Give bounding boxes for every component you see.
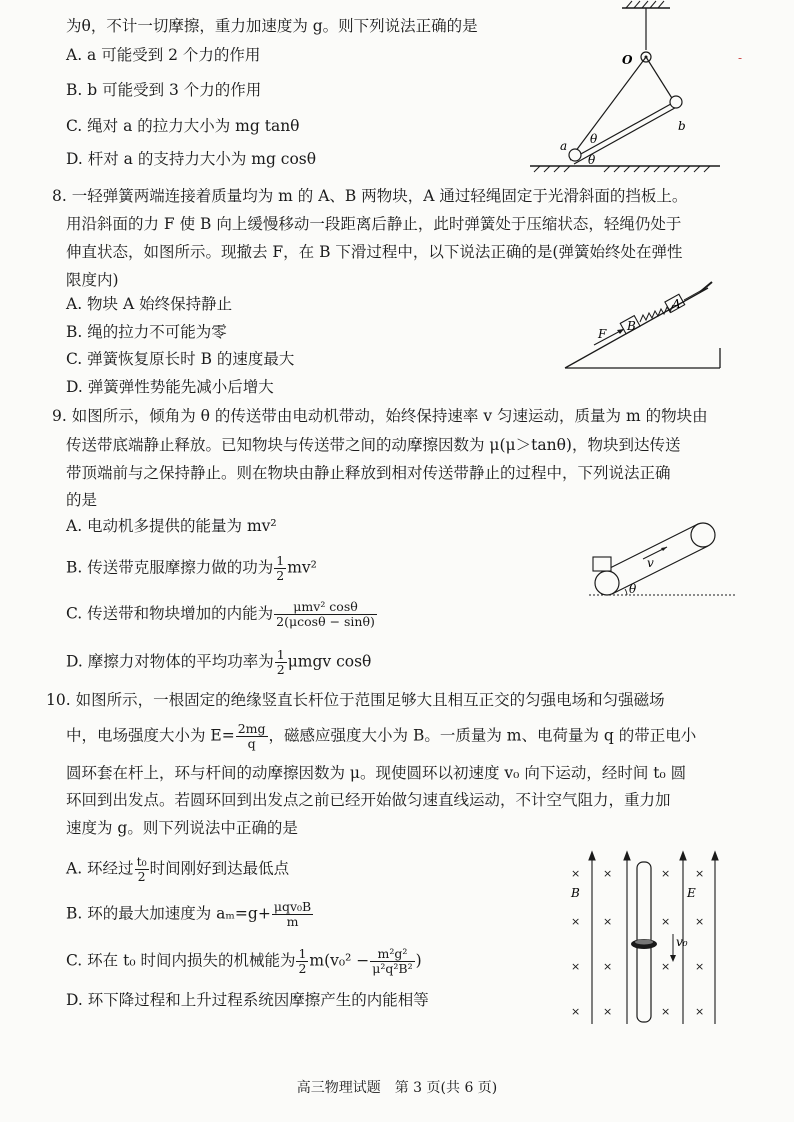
q10-option-b-fraction bbox=[272, 900, 313, 929]
q10-option-c-suffix: ) bbox=[415, 951, 422, 970]
svg-text:×: × bbox=[661, 1005, 671, 1018]
q8-option-d: D. 弹簧弹性势能先减小后增大 bbox=[66, 378, 274, 396]
q9-option-c-prefix: C. 传送带和物块增加的内能为 bbox=[66, 604, 274, 623]
q10-line-2-num: 2mg bbox=[237, 721, 266, 736]
q10-option-c-prefix: C. 环在 t₀ 时间内损失的机械能为 bbox=[66, 951, 296, 970]
svg-text:×: × bbox=[661, 867, 671, 880]
q9-option-c bbox=[66, 600, 378, 629]
q9-figure bbox=[585, 515, 745, 605]
q10-line-1: 10. 如图所示，一根固定的绝缘竖直长杆位于范围足够大且相互正交的匀强电场和匀强磁场 bbox=[46, 691, 665, 709]
q7-option-c: C. 绳对 a 的拉力大小为 mg tanθ bbox=[66, 117, 300, 135]
svg-text:×: × bbox=[661, 915, 671, 928]
svg-text:×: × bbox=[571, 915, 581, 928]
q10-line-2-fraction bbox=[236, 722, 268, 751]
q9-option-d-den: 2 bbox=[276, 662, 285, 677]
q8-line-2: 用沿斜面的力 F 使 B 向上缓慢移动一段距离后静止，此时弹簧处于压缩状态，轻绳仍处于 bbox=[66, 215, 682, 233]
q9-option-c-num: μmv² cosθ bbox=[274, 600, 377, 615]
q7-option-a: A. a 可能受到 2 个力的作用 bbox=[66, 46, 261, 64]
svg-text:×: × bbox=[695, 867, 705, 880]
q10-figure bbox=[555, 848, 735, 1028]
q10-line-4: 环回到出发点。若圆环回到出发点之前已经开始做匀速直线运动，不计空气阻力，重力加 bbox=[66, 791, 671, 809]
q10-line-2-prefix: 中，电场强度大小为 E= bbox=[66, 726, 235, 745]
q10-option-c-mid: m(v₀² − bbox=[309, 951, 370, 970]
q8-option-b: B. 绳的拉力不可能为零 bbox=[66, 323, 227, 341]
q10-option-b-num: μqv₀B bbox=[273, 899, 312, 914]
svg-text:×: × bbox=[603, 1005, 613, 1018]
q9-option-c-den: 2(μcosθ − sinθ) bbox=[276, 614, 375, 629]
q7-option-d: D. 杆对 a 的支持力大小为 mg cosθ bbox=[66, 150, 317, 168]
q7-figure bbox=[530, 0, 760, 180]
svg-text:×: × bbox=[661, 960, 671, 973]
q10-option-a-prefix: A. 环经过 bbox=[66, 859, 134, 878]
q7-label-b: b bbox=[678, 119, 686, 133]
q9-option-b-fraction bbox=[274, 554, 286, 583]
q7-label-theta-2: θ bbox=[588, 153, 596, 167]
q10-option-b-prefix: B. 环的最大加速度为 aₘ=g+ bbox=[66, 904, 271, 923]
q9-option-d-num: 1 bbox=[276, 647, 285, 662]
q10-line-2-suffix: ，磁感应强度大小为 B。一质量为 m、电荷量为 q 的带正电小 bbox=[268, 726, 697, 745]
q8-figure bbox=[560, 278, 730, 378]
q10-option-c-num-1: 1 bbox=[298, 946, 307, 961]
q9-option-a: A. 电动机多提供的能量为 mv² bbox=[66, 517, 277, 535]
q9-option-d-suffix: μmgv cosθ bbox=[287, 652, 372, 671]
q9-line-3: 带顶端前与之保持静止。则在物块由静止释放到相对传送带静止的过程中，下列说法正确 bbox=[66, 464, 671, 482]
q10-option-a-suffix: 时间刚好到达最低点 bbox=[149, 859, 290, 878]
q9-option-b-den: 2 bbox=[276, 568, 285, 583]
q9-option-b bbox=[66, 554, 317, 583]
q8-option-a: A. 物块 A 始终保持静止 bbox=[66, 295, 233, 313]
q9-line-1: 9. 如图所示，倾角为 θ 的传送带由电动机带动，始终保持速率 v 匀速运动，质量为 m 的物块由 bbox=[52, 407, 708, 425]
q10-option-c-fraction-1 bbox=[296, 947, 308, 976]
q7-option-b: B. b 可能受到 3 个力的作用 bbox=[66, 81, 262, 99]
q9-option-b-suffix: mv² bbox=[287, 558, 317, 577]
q8-line-4: 限度内) bbox=[66, 271, 119, 289]
svg-text:×: × bbox=[695, 960, 705, 973]
q10-option-a bbox=[66, 855, 289, 884]
q10-option-a-den: 2 bbox=[137, 869, 146, 884]
q7-label-theta-1: θ bbox=[590, 132, 598, 146]
q9-label-v: v bbox=[647, 556, 654, 570]
q9-option-c-fraction bbox=[274, 600, 377, 629]
q8-label-F: F bbox=[598, 327, 607, 341]
q10-option-c-den-2: μ²q²B² bbox=[372, 961, 413, 976]
q10-line-2 bbox=[66, 722, 696, 751]
q10-line-5: 速度为 g。则下列说法中正确的是 bbox=[66, 819, 298, 837]
q7-label-O: O bbox=[622, 53, 633, 67]
q9-line-2: 传送带底端静止释放。已知物块与传送带之间的动摩擦因数为 μ(μ＞tanθ)，物块到达传送 bbox=[66, 436, 681, 454]
svg-text:×: × bbox=[695, 915, 705, 928]
q10-line-3: 圆环套在杆上，环与杆间的动摩擦因数为 μ。现使圆环以初速度 v₀ 向下运动，经时间 t₀ 圆 bbox=[66, 764, 687, 782]
q10-option-c-num-2: m²g² bbox=[370, 947, 414, 962]
q8-label-A: A bbox=[672, 297, 681, 311]
q9-option-d-prefix: D. 摩擦力对物体的平均功率为 bbox=[66, 652, 274, 671]
svg-text:×: × bbox=[571, 960, 581, 973]
q10-label-v0: v₀ bbox=[676, 935, 688, 949]
q8-line-1: 8. 一轻弹簧两端连接着质量均为 m 的 A、B 两物块，A 通过轻绳固定于光滑斜面的挡板上。 bbox=[52, 187, 688, 205]
q9-line-4: 的是 bbox=[66, 491, 98, 509]
red-mark: - bbox=[738, 51, 743, 65]
q10-option-c-fraction-2 bbox=[370, 947, 414, 976]
q9-label-theta: θ bbox=[629, 582, 637, 596]
svg-text:×: × bbox=[603, 960, 613, 973]
q8-label-B: B bbox=[627, 319, 636, 333]
q10-option-a-num: t₀ bbox=[136, 854, 147, 869]
q10-option-a-fraction bbox=[135, 855, 149, 884]
svg-text:×: × bbox=[695, 1005, 705, 1018]
svg-text:×: × bbox=[603, 915, 613, 928]
q8-option-c: C. 弹簧恢复原长时 B 的速度最大 bbox=[66, 350, 295, 368]
svg-text:×: × bbox=[571, 1005, 581, 1018]
q9-option-d bbox=[66, 648, 371, 677]
svg-text:×: × bbox=[571, 867, 581, 880]
q9-option-b-num: 1 bbox=[276, 553, 285, 568]
q10-label-E: E bbox=[687, 886, 696, 900]
svg-text:×: × bbox=[603, 867, 613, 880]
q10-label-B: B bbox=[571, 886, 580, 900]
q10-option-c-den-1: 2 bbox=[298, 961, 307, 976]
q10-option-c bbox=[66, 947, 422, 976]
q9-option-d-fraction bbox=[275, 648, 287, 677]
q7-text-continued: 为θ，不计一切摩擦，重力加速度为 g。则下列说法正确的是 bbox=[66, 17, 478, 35]
page-footer: 高三物理试题 第 3 页(共 6 页) bbox=[296, 1080, 498, 1096]
q7-label-a: a bbox=[560, 139, 568, 153]
q8-line-3: 伸直状态，如图所示。现撤去 F，在 B 下滑过程中，以下说法正确的是(弹簧始终处在弹性 bbox=[66, 243, 683, 261]
q10-option-b bbox=[66, 900, 314, 929]
q10-option-d: D. 环下降过程和上升过程系统因摩擦产生的内能相等 bbox=[66, 991, 429, 1009]
q10-option-b-den: m bbox=[286, 914, 299, 929]
q10-line-2-den: q bbox=[247, 736, 256, 751]
q9-option-b-prefix: B. 传送带克服摩擦力做的功为 bbox=[66, 558, 274, 577]
